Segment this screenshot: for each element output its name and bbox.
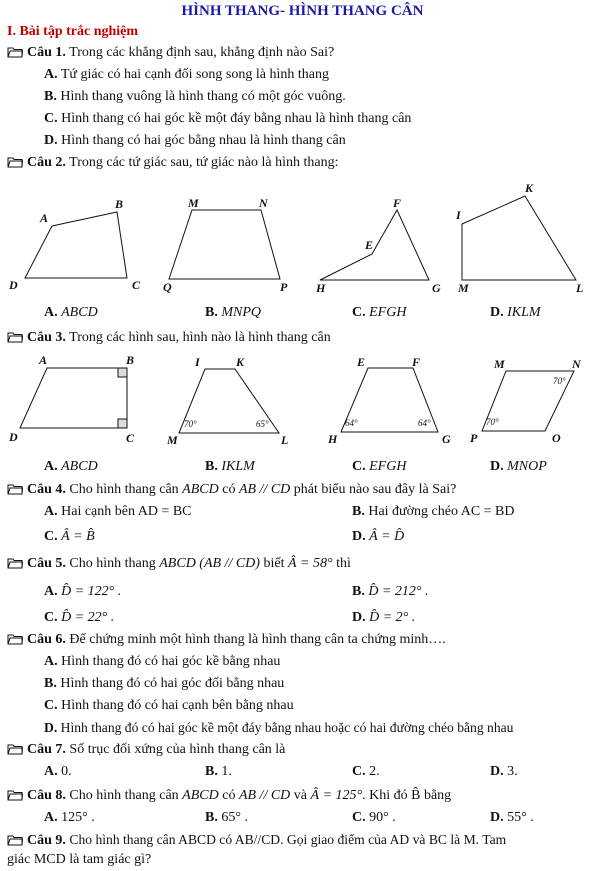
option-row (205, 458, 255, 476)
option-key: B. (205, 764, 218, 779)
option-row (44, 809, 95, 827)
angle-label: 64° (345, 418, 358, 428)
vertex-label: A (39, 353, 48, 367)
vertex-label: M (494, 357, 505, 371)
option-key: D. (44, 133, 58, 148)
question-text: và (293, 788, 308, 803)
option-text: IKLM (221, 459, 255, 474)
vertex-label: D (9, 278, 18, 292)
option-key: A. (44, 764, 58, 779)
option-text: MNOP (507, 459, 547, 474)
option-key: C. (44, 698, 58, 713)
vertex-label: P (470, 431, 478, 445)
option-row (490, 304, 541, 322)
question-text: có (222, 788, 236, 803)
option-text: 2. (369, 764, 380, 779)
option-key: A. (44, 654, 58, 669)
option-key: D. (352, 610, 366, 625)
vertex-label: K (236, 355, 245, 369)
option-key: B. (44, 89, 57, 104)
math-text: AB // CD (238, 788, 291, 803)
option-text: Hai đường chéo AC = BD (368, 504, 515, 519)
option-row (44, 66, 329, 84)
q2-figures (0, 176, 605, 300)
vertex-label: E (365, 238, 374, 252)
option-row (44, 653, 280, 671)
option-text: ABCD (61, 305, 98, 320)
option-row (44, 304, 98, 322)
page-title: HÌNH THANG- HÌNH THANG CÂN (181, 3, 424, 19)
option-row (490, 809, 534, 827)
question-label: Câu 9. (27, 833, 66, 848)
angle-label: 65° (256, 419, 269, 429)
right-angle-mark (118, 419, 127, 428)
angle-label: 70° (553, 376, 566, 386)
option-key: D. (490, 810, 504, 825)
vertex-label: H (316, 281, 326, 295)
option-row (352, 763, 380, 781)
vertex-label: I (195, 355, 200, 369)
vertex-label: K (525, 181, 534, 195)
question-label: Câu 2. (27, 155, 66, 170)
option-row (352, 304, 406, 322)
option-key: C. (44, 529, 58, 544)
vertex-label: L (281, 433, 289, 447)
option-key: C. (352, 305, 366, 320)
question-text: Trong các hình sau, hình nào là hình thang cân (69, 330, 331, 345)
option-text: MNPQ (221, 305, 262, 320)
folder-icon (7, 789, 23, 807)
option-key: A. (44, 459, 58, 474)
question-text: Cho hình thang (69, 556, 156, 571)
math-text: ABCD (182, 788, 219, 803)
math-text: Â = 58° (287, 556, 333, 571)
right-angle-mark (118, 368, 127, 377)
option-key: B. (205, 305, 218, 320)
option-key: B. (352, 584, 365, 599)
option-text: D̂ = 212° . (368, 584, 429, 599)
option-text: 3. (507, 764, 518, 779)
folder-icon (7, 483, 23, 501)
option-text: Hình thang có hai góc kề một đáy bằng nhau là hình thang cân (61, 111, 412, 126)
option-key: D. (490, 305, 504, 320)
option-row (44, 675, 284, 693)
vertex-label: C (126, 431, 135, 445)
section-heading: I. Bài tập trắc nghiệm (7, 24, 139, 39)
vertex-label: O (552, 431, 561, 445)
question-text: Trong các khẳng định sau, khẳng định nào Sai? (69, 45, 335, 60)
math-text: ABCD (182, 482, 219, 497)
question-label: Câu 7. (27, 742, 66, 757)
vertex-label: G (442, 432, 451, 446)
option-text: D̂ = 22° . (61, 610, 115, 625)
option-row (490, 458, 547, 476)
option-row (205, 304, 261, 322)
option-text: EFGH (369, 305, 407, 320)
angle-label: 64° (418, 418, 431, 428)
option-key: B. (205, 459, 218, 474)
math-text: AB // CD (238, 482, 291, 497)
option-key: C. (352, 810, 366, 825)
vertex-label: B (115, 197, 124, 211)
vertex-label: F (412, 355, 421, 369)
vertex-label: P (280, 280, 288, 294)
vertex-label: A (40, 211, 49, 225)
folder-icon (7, 46, 23, 64)
option-text: 65° . (221, 810, 248, 825)
vertex-label: M (167, 433, 178, 447)
option-text: Â = B̂ (61, 529, 95, 544)
folder-icon (7, 633, 23, 651)
option-key: A. (44, 305, 58, 320)
option-text: ABCD (61, 459, 98, 474)
quad-iklm (462, 196, 576, 280)
vertex-label: C (132, 278, 141, 292)
vertex-label: E (357, 355, 366, 369)
question-text: Trong các tứ giác sau, tứ giác nào là hình thang: (69, 155, 339, 170)
option-row (205, 763, 232, 781)
question-label: Câu 6. (27, 632, 66, 647)
angle-label: 70° (486, 417, 499, 427)
option-key: C. (352, 459, 366, 474)
option-text: 1. (221, 764, 232, 779)
option-text: Tứ giác có hai cạnh đối song song là hình thang (60, 67, 329, 82)
option-text: Hình thang đó có hai góc đối bằng nhau (60, 676, 285, 691)
vertex-label: D (9, 430, 18, 444)
option-row (44, 458, 98, 476)
option-row (352, 609, 415, 627)
option-text: Hình thang đó có hai cạnh bên bằng nhau (61, 698, 294, 713)
option-text: Â = D̂ (369, 529, 405, 544)
math-text: Â = 125° (310, 788, 363, 803)
folder-icon (7, 156, 23, 174)
question-text: có (222, 482, 236, 497)
math-text: ABCD (AB // CD) (159, 556, 260, 571)
vertex-label: F (393, 196, 402, 210)
vertex-label: N (572, 357, 581, 371)
vertex-label: M (188, 196, 199, 210)
option-text: IKLM (507, 305, 541, 320)
question-text: Cho hình thang cân ABCD có AB//CD. Gọi giao điểm của AD và BC là M. Tam (69, 832, 507, 847)
option-row (44, 88, 346, 106)
option-text: 90° . (369, 810, 396, 825)
option-row (352, 503, 515, 521)
question-label: Câu 8. (27, 788, 66, 803)
q3-figures (0, 350, 605, 454)
option-key: D. (44, 720, 58, 735)
option-key: B. (352, 504, 365, 519)
question-7 (7, 741, 285, 761)
option-key: A. (44, 584, 58, 599)
question-label: Câu 5. (27, 556, 66, 571)
question-text: biết (263, 556, 285, 571)
option-text: Hình thang có hai góc bằng nhau là hình thang cân (61, 133, 346, 148)
option-key: C. (352, 764, 366, 779)
question-label: Câu 4. (27, 482, 66, 497)
question-text: Số trục đối xứng của hình thang cân là (69, 742, 286, 757)
option-key: C. (44, 610, 58, 625)
option-row (44, 609, 114, 627)
option-row (44, 697, 294, 715)
folder-icon (7, 557, 23, 575)
vertex-label: I (456, 208, 461, 222)
option-key: A. (44, 810, 58, 825)
option-text: EFGH (369, 459, 407, 474)
question-6 (7, 631, 446, 651)
question-text: thì (336, 556, 351, 571)
question-text: phát biểu nào sau đây là Sai? (293, 482, 457, 497)
option-key: D. (490, 459, 504, 474)
folder-icon (7, 331, 23, 349)
question-text: Cho hình thang cân (69, 482, 179, 497)
question-3 (7, 329, 331, 349)
option-row (352, 583, 429, 601)
option-key: C. (44, 111, 58, 126)
option-row (44, 528, 95, 546)
question-5 (7, 555, 351, 575)
question-text: Cho hình thang cân (69, 788, 179, 803)
option-row (44, 132, 346, 150)
option-row (490, 763, 518, 781)
option-row (44, 583, 121, 601)
vertex-label: L (576, 281, 584, 295)
vertex-label: N (259, 196, 268, 210)
option-key: B. (205, 810, 218, 825)
question-2 (7, 154, 338, 174)
option-text: Hai cạnh bên AD = BC (61, 504, 192, 519)
vertex-label: B (126, 353, 135, 367)
option-key: D. (490, 764, 504, 779)
angle-label: 70° (184, 419, 197, 429)
vertex-label: H (328, 432, 338, 446)
option-row (44, 503, 192, 521)
question-label: Câu 1. (27, 45, 66, 60)
option-text: Hình thang đó có hai góc kề một đáy bằng nhau hoặc có hai đường chéo bằng nhau (60, 720, 514, 735)
option-key: D. (352, 529, 366, 544)
folder-icon (7, 834, 23, 852)
folder-icon (7, 743, 23, 761)
option-text: 125° . (61, 810, 95, 825)
question-9 (7, 831, 506, 852)
question-1 (7, 44, 334, 64)
option-row (205, 809, 248, 827)
option-text: Hình thang đó có hai góc kề bằng nhau (61, 654, 281, 669)
question-text: Để chứng minh một hình thang là hình thang cân ta chứng minh…. (69, 632, 446, 647)
question-text: . Khi đó B̂ bằng (362, 788, 452, 803)
question-9-continuation: giác MCD là tam giác gì? (7, 852, 152, 867)
option-key: A. (44, 67, 58, 82)
option-text: 55° . (507, 810, 534, 825)
option-text: Hình thang vuông là hình thang có một góc vuông. (60, 89, 346, 104)
vertex-label: G (432, 281, 441, 295)
option-row (44, 719, 513, 737)
quad-mnpq (169, 210, 280, 279)
option-key: A. (44, 504, 58, 519)
option-text: 0. (61, 764, 72, 779)
question-label: Câu 3. (27, 330, 66, 345)
question-8 (7, 787, 451, 807)
option-text: D̂ = 122° . (61, 584, 122, 599)
quad-abcd (20, 368, 127, 428)
option-row (352, 809, 396, 827)
question-4 (7, 481, 456, 501)
quad-efgh (320, 210, 429, 280)
vertex-label: Q (163, 280, 172, 294)
option-row (44, 763, 72, 781)
option-text: D̂ = 2° . (369, 610, 416, 625)
option-row (352, 528, 404, 546)
option-key: B. (44, 676, 57, 691)
vertex-label: M (458, 281, 469, 295)
option-row (352, 458, 406, 476)
option-row (44, 110, 411, 128)
